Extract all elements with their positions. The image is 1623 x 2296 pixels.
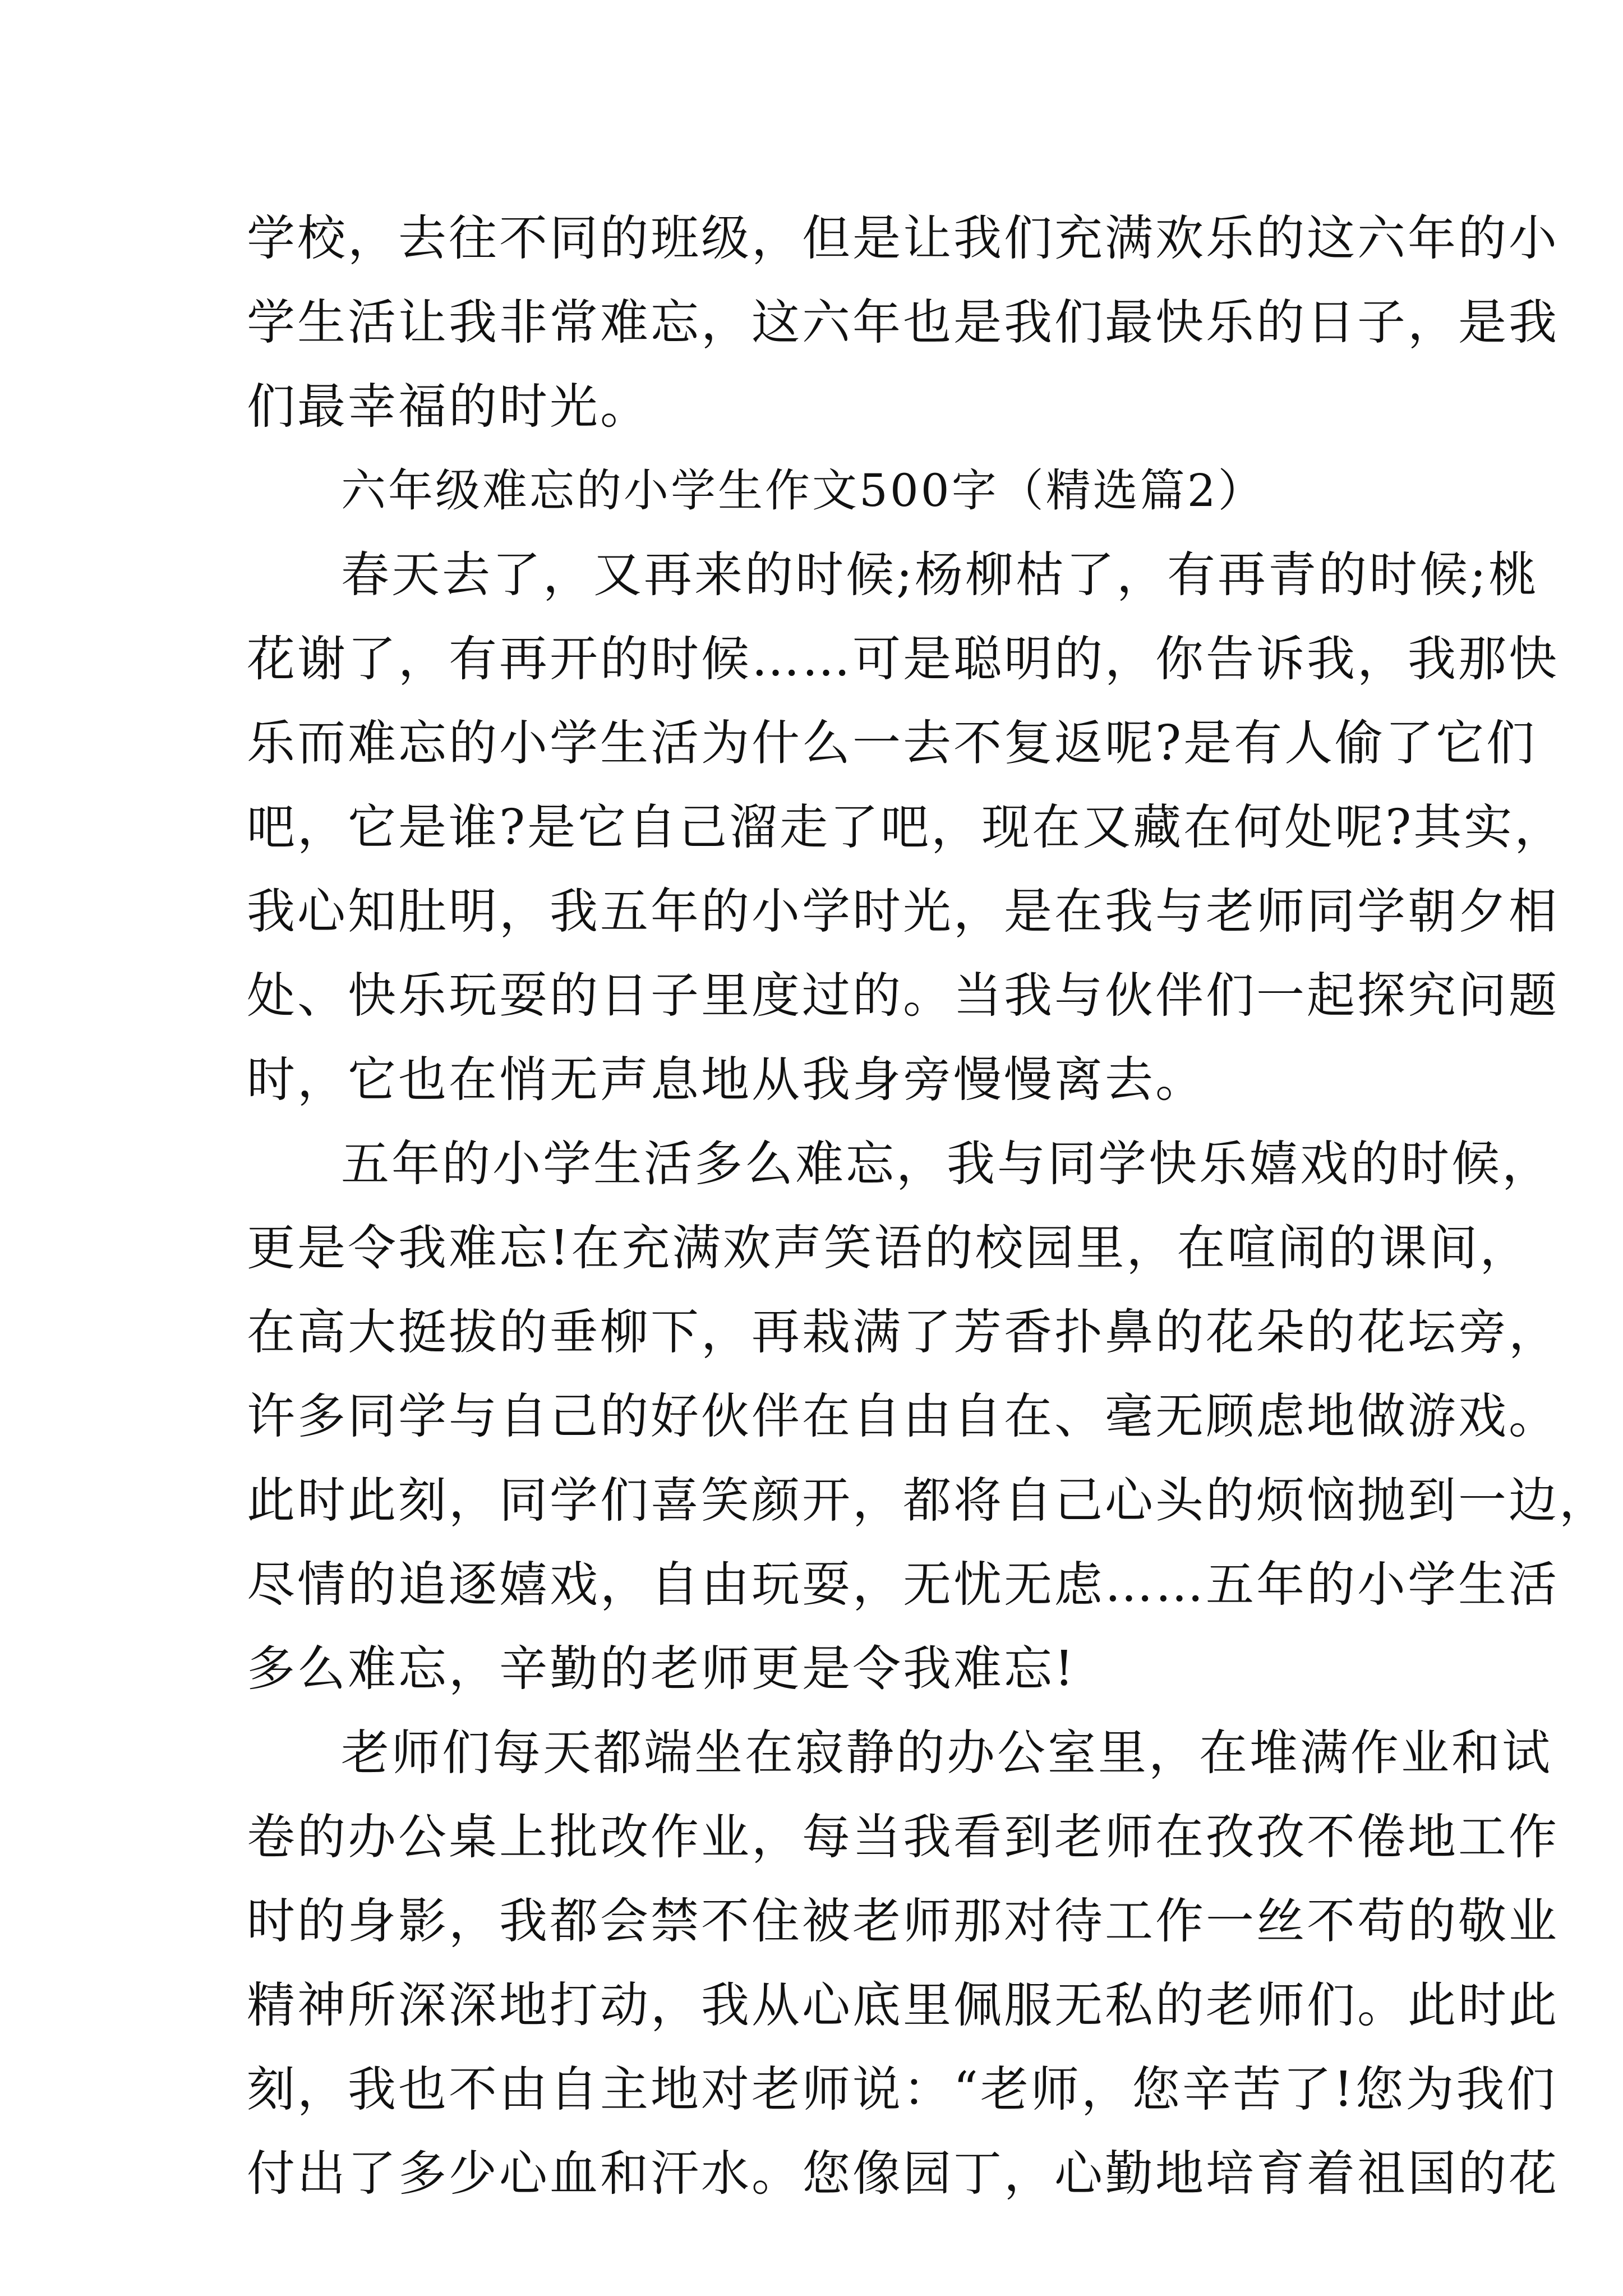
text-line: 学生活让我非常难忘，这六年也是我们最快乐的日子，是我 xyxy=(247,295,1559,351)
paragraph-start-line: 老师们每天都端坐在寂静的办公室里，在堆满作业和试 xyxy=(341,1725,1552,1781)
text-line: 刻，我也不由自主地对老师说：“老师，您辛苦了!您为我们 xyxy=(247,2062,1557,2118)
text-line: 尽情的追逐嬉戏，自由玩耍，无忧无虑……五年的小学生活 xyxy=(247,1557,1559,1613)
text-line: 许多同学与自己的好伙伴在自由自在、毫无顾虑地做游戏。 xyxy=(247,1388,1559,1444)
text-line: 们最幸福的时光。 xyxy=(247,379,651,435)
text-line: 我心知肚明，我五年的小学时光，是在我与老师同学朝夕相 xyxy=(247,884,1559,940)
text-line: 在高大挺拔的垂柳下，再栽满了芳香扑鼻的花朵的花坛旁， xyxy=(247,1304,1559,1360)
document-page xyxy=(247,196,1610,2216)
section-heading: 六年级难忘的小学生作文500字（精选篇2） xyxy=(341,464,1265,517)
text-line: 时的身影，我都会禁不住被老师那对待工作一丝不苟的敬业 xyxy=(247,1893,1559,1949)
text-line: 处、快乐玩耍的日子里度过的。当我与伙伴们一起探究问题 xyxy=(247,968,1559,1024)
text-line: 学校，去往不同的班级，但是让我们充满欢乐的这六年的小 xyxy=(247,210,1559,266)
text-line: 乐而难忘的小学生活为什么一去不复返呢?是有人偷了它们 xyxy=(247,715,1537,771)
text-line: 精神所深深地打动，我从心底里佩服无私的老师们。此时此 xyxy=(247,1977,1559,2033)
text-line: 花谢了，有再开的时候……可是聪明的，你告诉我，我那快 xyxy=(247,631,1559,687)
text-line: 更是令我难忘!在充满欢声笑语的校园里，在喧闹的课间， xyxy=(247,1220,1530,1276)
paragraph-start-line: 春天去了，又再来的时候;杨柳枯了，有再青的时候;桃 xyxy=(341,547,1539,603)
text-line: 时，它也在悄无声息地从我身旁慢慢离去。 xyxy=(247,1052,1206,1108)
text-line: 吧，它是谁?是它自己溜走了吧，现在又藏在何处呢?其实， xyxy=(247,799,1565,855)
paragraph-start-line: 五年的小学生活多么难忘，我与同学快乐嬉戏的时候， xyxy=(341,1136,1552,1192)
text-line: 此时此刻，同学们喜笑颜开，都将自己心头的烦恼抛到一边， xyxy=(247,1473,1610,1529)
text-line: 多么难忘，辛勤的老师更是令我难忘! xyxy=(247,1641,1076,1697)
text-line: 付出了多少心血和汗水。您像园丁，心勤地培育着祖国的花 xyxy=(247,2146,1559,2202)
text-line: 卷的办公桌上批改作业，每当我看到老师在孜孜不倦地工作 xyxy=(247,1809,1559,1865)
